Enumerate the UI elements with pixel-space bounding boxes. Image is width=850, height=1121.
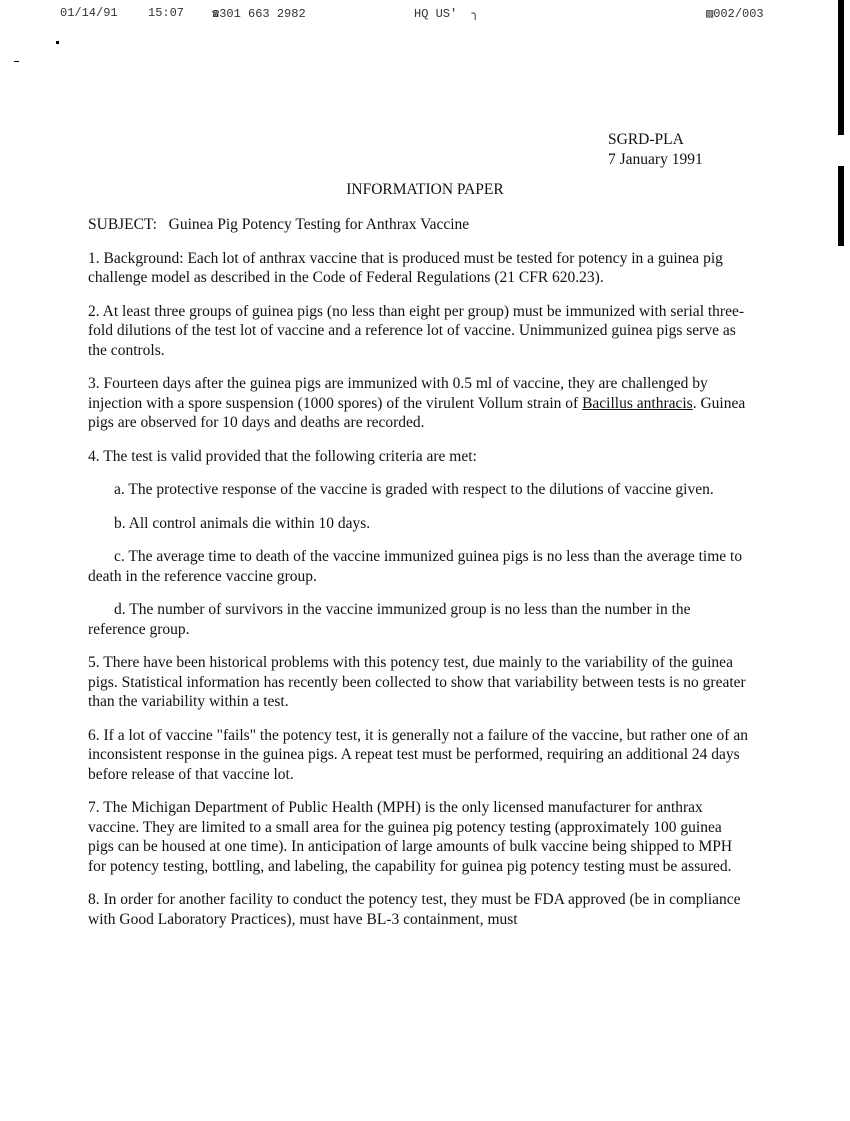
subject-line — [88, 215, 748, 235]
criterion-d: d. The number of survivors in the vaccine immunized group is no less than the number in the reference group. — [88, 601, 691, 638]
scan-bar — [838, 166, 844, 246]
fax-date: 01/14/91 — [60, 6, 118, 20]
fax-phone: ☎301 663 2982 — [212, 7, 306, 21]
office-symbol: SGRD-PLA — [608, 131, 684, 148]
criterion-a: a. The protective response of the vaccine is graded with respect to the dilutions of vaccine given. — [114, 481, 714, 498]
species-name: Bacillus anthracis — [582, 394, 693, 412]
office-block — [608, 130, 703, 170]
fax-page: ▨002/003 — [706, 7, 764, 21]
paragraph-3-text: 3. Fourteen days after the guinea pigs are immunized with 0.5 ml of vaccine, they are challenged by injection with a spore suspension (1000 spores) of the virulent Vollum strain of — [88, 375, 708, 412]
page-title: INFORMATION PAPER — [346, 181, 504, 198]
paragraph-3-end: . Guinea pigs are observed for 10 days and deaths are recorded. — [88, 394, 746, 431]
scan-speck — [14, 61, 19, 62]
paragraph-6: 6. If a lot of vaccine "fails" the potency test, it is generally not a failure of the vaccine, but rather one of an inconsistent response in the guinea pigs. A repeat test must be performed, requiring an additional 24 days before release of that vaccine lot. — [88, 726, 748, 783]
criterion-c: c. The average time to death of the vaccine immunized guinea pigs is no less than the average time to death in the reference vaccine group. — [88, 548, 743, 585]
paragraph-2: 2. At least three groups of guinea pigs (no less than eight per group) must be immunized with serial three-fold dilutions of the test lot of vaccine and a reference lot of vaccine. Unimmunized guinea pigs serve as the controls. — [88, 302, 745, 359]
memo-date: 7 January 1991 — [608, 151, 703, 168]
paragraph-7: 7. The Michigan Department of Public Health (MPH) is the only licensed manufacturer for anthrax vaccine. They are limited to a small area for the guinea pig potency testing (approximately 100 guinea pigs can be housed at one time). In anticipation of large amounts of bulk vaccine being shipped to MPH for potency testing, bottling, and labeling, the capability for guinea pig potency testing must be assured. — [88, 799, 733, 875]
scan-speck — [56, 41, 59, 44]
paragraph-3 — [88, 374, 748, 433]
paragraph-4: 4. The test is valid provided that the following criteria are met: — [88, 447, 477, 465]
paragraph-8: 8. In order for another facility to conduct the potency test, they must be FDA approved (be in compliance with Good Laboratory Practices), must have BL-3 containment, must — [88, 891, 741, 928]
paragraph-5: 5. There have been historical problems with this potency test, due mainly to the variability of the guinea pigs. Statistical information has recently been collected to show that variability between tests is no greater than the variability within a test. — [88, 654, 746, 710]
subject-label: SUBJECT: — [88, 216, 157, 233]
paragraph-1: 1. Background: Each lot of anthrax vaccine that is produced must be tested for potency in a guinea pig challenge model as described in the Code of Federal Regulations (21 CFR 620.23). — [88, 249, 723, 286]
criterion-b: b. All control animals die within 10 days. — [114, 514, 371, 532]
subject-text: Guinea Pig Potency Testing for Anthrax Vaccine — [168, 216, 470, 233]
document-body — [88, 215, 748, 943]
fax-sender: HQ US' ╮ — [414, 7, 479, 21]
scan-bar — [838, 0, 844, 135]
fax-time: 15:07 — [148, 6, 185, 20]
